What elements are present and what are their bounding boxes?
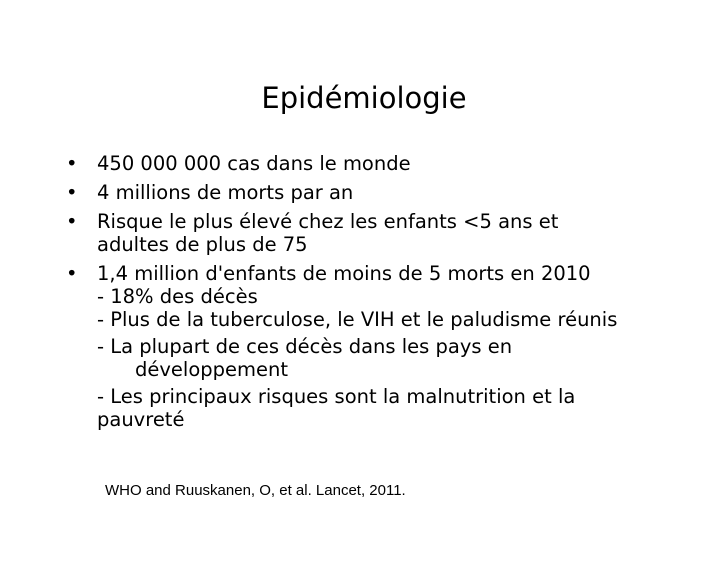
slide-title: Epidémiologie — [261, 81, 467, 115]
sub-item: - Plus de la tuberculose, le VIH et le paludisme réunis — [97, 308, 618, 331]
bullet-dot-icon: • — [66, 210, 78, 233]
bullet-item — [66, 152, 686, 175]
bullet-item — [66, 181, 686, 204]
sub-item-text: - Les principaux risques sont la malnutrition et la — [97, 385, 576, 408]
bullet-text: 450 000 000 cas dans le monde — [97, 152, 411, 175]
bullet-dot-icon: • — [66, 181, 78, 204]
bullet-text: Risque le plus élevé chez les enfants <5 ans et — [97, 210, 559, 233]
sub-item-continuation: pauvreté — [97, 408, 185, 431]
bullet-text: 4 millions de morts par an — [97, 181, 354, 204]
bullet-item — [66, 262, 686, 431]
bullet-list — [66, 152, 686, 437]
citation: WHO and Ruuskanen, O, et al. Lancet, 2011. — [105, 482, 406, 499]
sub-item — [97, 335, 686, 381]
bullet-dot-icon: • — [66, 152, 78, 175]
sub-item-text: - La plupart de ces décès dans les pays en — [97, 335, 513, 358]
sub-item: - 18% des décès — [97, 285, 258, 308]
bullet-item — [66, 210, 686, 256]
sub-item-continuation: développement — [135, 358, 289, 381]
bullet-text-continuation: adultes de plus de 75 — [97, 233, 308, 256]
bullet-dot-icon: • — [66, 262, 78, 285]
bullet-text: 1,4 million d'enfants de moins de 5 morts en 2010 — [97, 262, 591, 285]
sub-item — [97, 385, 686, 431]
